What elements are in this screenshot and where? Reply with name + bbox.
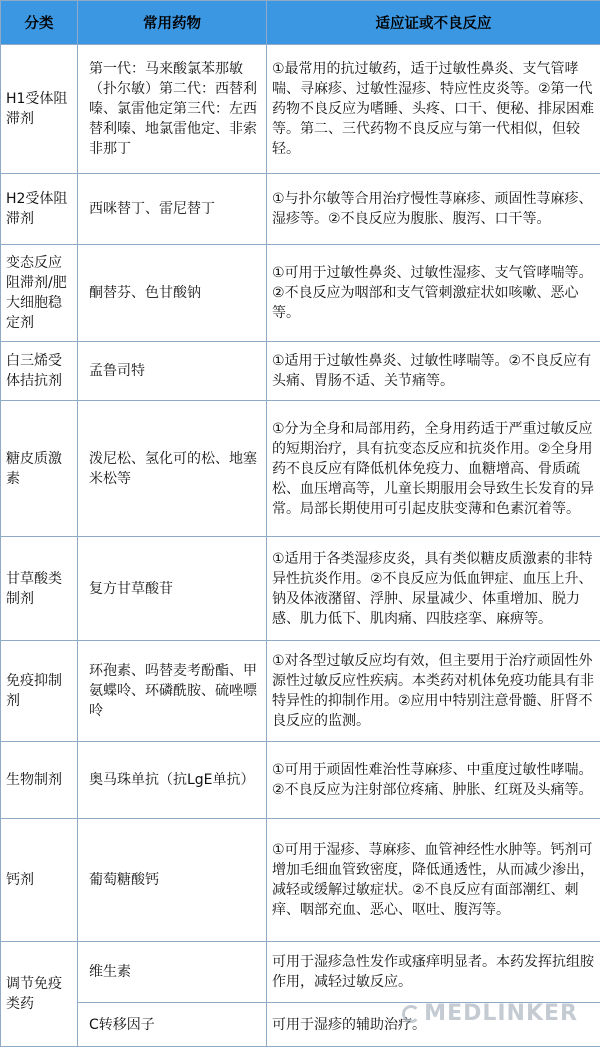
category-cell: 调节免疫类药 bbox=[1, 942, 78, 1047]
header-category: 分类 bbox=[1, 1, 78, 45]
description-cell: ①分为全身和局部用药，全身用药适于严重过敏反应的短期治疗，具有抗变态反应和抗炎作用。②全身用药不良反应有降低机体免疫力、血糖增高、骨质疏松、血压增高等，儿童长期服用会导致生长发育的异常。局部长期使用可引起皮肤变薄和色素沉着等。 bbox=[267, 401, 600, 537]
category-cell: 变态反应阻滞剂/肥大细胞稳定剂 bbox=[1, 245, 78, 342]
category-cell: 糖皮质激素 bbox=[1, 401, 78, 537]
category-cell: 白三烯受体拮抗剂 bbox=[1, 342, 78, 401]
drugs-cell: 维生素 bbox=[78, 942, 267, 1003]
description-cell: ①可用于顽固性难治性荨麻疹、中重度过敏性哮喘。②不良反应为注射部位疼痛、肿胀、红斑及头痛等。 bbox=[267, 742, 600, 819]
table-row bbox=[1, 401, 600, 537]
drugs-cell: 环孢素、吗替麦考酚酯、甲氨蝶呤、环磷酰胺、硫唑嘌呤 bbox=[78, 641, 267, 742]
table-row bbox=[1, 174, 600, 245]
description-cell: ①适用于过敏性鼻炎、过敏性哮喘等。②不良反应有头痛、胃肠不适、关节痛等。 bbox=[267, 342, 600, 401]
table-header-row bbox=[1, 1, 600, 45]
description-cell: ①最常用的抗过敏药，适于过敏性鼻炎、支气管哮喘、寻麻疹、过敏性湿疹、特应性皮炎等。②第一代药物不良反应为嗜睡、头疼、口干、便秘、排尿困难等。第二、三代药物不良反应与第一代相似，但较轻。 bbox=[267, 45, 600, 174]
table-row bbox=[1, 245, 600, 342]
category-cell: 生物制剂 bbox=[1, 742, 78, 819]
description-cell: 可用于湿疹急性发作或瘙痒明显者。本药发挥抗组胺作用，减轻过敏反应。 bbox=[267, 942, 600, 1003]
category-cell: 甘草酸类制剂 bbox=[1, 537, 78, 641]
category-cell: H1受体阻滞剂 bbox=[1, 45, 78, 174]
description-cell: ①可用于过敏性鼻炎、过敏性湿疹、支气管哮喘等。②不良反应为咽部和支气管刺激症状如咳嗽、恶心等。 bbox=[267, 245, 600, 342]
table-row bbox=[1, 942, 600, 1003]
description-cell: ①适用于各类湿疹皮炎，具有类似糖皮质激素的非特异性抗炎作用。②不良反应为低血钾症、血压上升、钠及体液潴留、浮肿、尿量减少、体重增加、脱力感、肌力低下、肌肉痛、四肢痉挛、麻痹等。 bbox=[267, 537, 600, 641]
watermark-text: MEDLINKER bbox=[424, 1001, 578, 1026]
drugs-cell: 西咪替丁、雷尼替丁 bbox=[78, 174, 267, 245]
header-indications: 适应证或不良反应 bbox=[267, 1, 600, 45]
drugs-cell: 葡萄糖酸钙 bbox=[78, 819, 267, 942]
description-cell: ①可用于湿疹、荨麻疹、血管神经性水肿等。钙剂可增加毛细血管致密度，降低通透性，从而减少渗出，减轻或缓解过敏症状。②不良反应有面部潮红、刺痒、咽部充血、恶心、呕吐、腹泻等。 bbox=[267, 819, 600, 942]
table-row bbox=[1, 342, 600, 401]
drugs-cell: 奥马珠单抗（抗LgE单抗） bbox=[78, 742, 267, 819]
drugs-cell: C转移因子 bbox=[78, 1003, 267, 1047]
header-drugs: 常用药物 bbox=[78, 1, 267, 45]
table-row bbox=[1, 45, 600, 174]
drugs-cell: 孟鲁司特 bbox=[78, 342, 267, 401]
drugs-cell: 第一代：马来酸氯苯那敏（扑尔敏）第二代：西替利嗪、氯雷他定第三代：左西替利嗪、地氯雷他定、非索非那丁 bbox=[78, 45, 267, 174]
description-cell: ①对各型过敏反应均有效，但主要用于治疗顽固性外源性过敏反应性疾病。本类药对机体免疫功能具有非特异性的抑制作用。②应用中特别注意骨髓、肝肾不良反应的监测。 bbox=[267, 641, 600, 742]
drugs-cell: 复方甘草酸苷 bbox=[78, 537, 267, 641]
drugs-cell: 泼尼松、氢化可的松、地塞米松等 bbox=[78, 401, 267, 537]
table-row bbox=[1, 742, 600, 819]
table-row bbox=[1, 641, 600, 742]
category-cell: H2受体阻滞剂 bbox=[1, 174, 78, 245]
logo-icon bbox=[402, 1005, 420, 1023]
watermark-logo bbox=[402, 1001, 578, 1026]
drugs-cell: 酮替芬、色甘酸钠 bbox=[78, 245, 267, 342]
description-cell: ①与扑尔敏等合用治疗慢性荨麻疹、顽固性荨麻疹、湿疹等。②不良反应为腹胀、腹泻、口干等。 bbox=[267, 174, 600, 245]
table-row bbox=[1, 819, 600, 942]
category-cell: 钙剂 bbox=[1, 819, 78, 942]
table-row bbox=[1, 537, 600, 641]
description-cell: 可用于湿疹的辅助治疗。 bbox=[267, 1003, 600, 1047]
category-cell: 免疫抑制剂 bbox=[1, 641, 78, 742]
